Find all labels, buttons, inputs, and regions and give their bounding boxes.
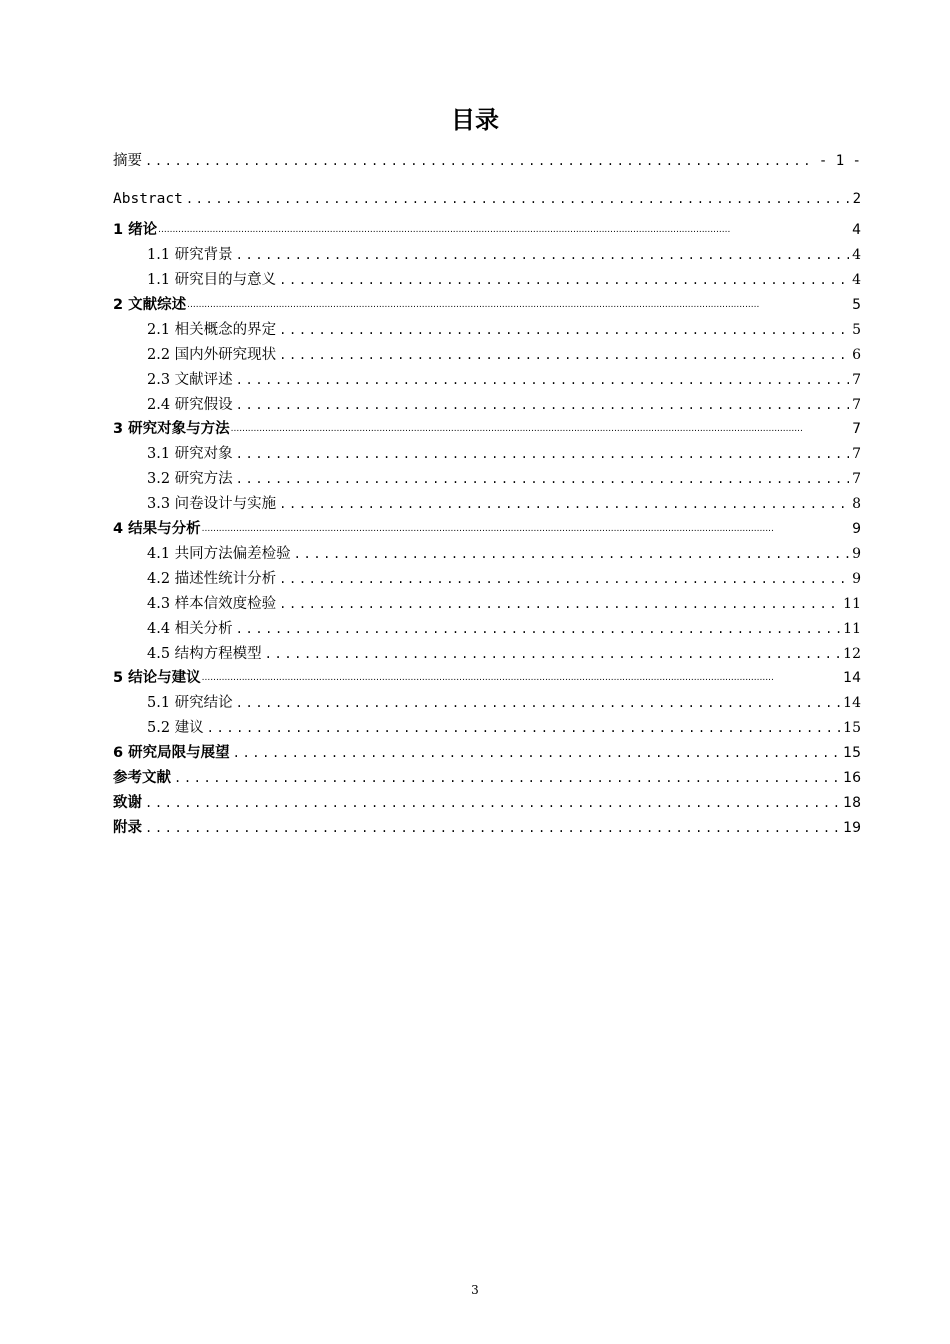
toc-entry-page: 15	[843, 720, 861, 736]
toc-entry-references[interactable]	[113, 765, 861, 787]
leader-dots	[294, 545, 849, 563]
leader-dots	[236, 694, 841, 712]
toc-entry-page: 9	[852, 546, 861, 562]
leader-dots	[174, 769, 840, 787]
toc-entry-page: 9	[852, 571, 861, 587]
toc-entry-chapter-5[interactable]	[113, 665, 861, 687]
leader-dots	[279, 346, 849, 364]
leader-dots	[279, 570, 849, 588]
leader-dots	[207, 719, 841, 737]
toc-entry-label: 3.1 研究对象	[147, 446, 233, 462]
toc-entry-label: 3.2 研究方法	[147, 471, 233, 487]
toc-entry-page: 5	[852, 322, 861, 338]
leader-dots	[145, 819, 840, 837]
leader-dots	[236, 445, 849, 463]
toc-entry-label: 致谢	[113, 795, 142, 811]
leader-dots	[236, 620, 841, 638]
toc-entry-label: 2.4 研究假设	[147, 397, 233, 413]
toc-entry-page: 7	[852, 372, 861, 388]
leader-dots	[145, 152, 816, 170]
leader-dots	[236, 246, 849, 264]
toc-entry-label: 1.1 研究目的与意义	[147, 272, 277, 288]
leader-dots	[202, 669, 843, 687]
leader-dots	[279, 271, 849, 289]
toc-entry-page: 7	[852, 421, 861, 437]
toc-entry-label: 2.3 文献评述	[147, 372, 233, 388]
toc-entry-label: 4.3 样本信效度检验	[147, 596, 277, 612]
toc-entry-page: 7	[852, 397, 861, 413]
toc-title: 目录	[451, 106, 499, 134]
toc-entry-acknowledgements[interactable]	[113, 790, 861, 812]
toc-entry-label: 4.1 共同方法偏差检验	[147, 546, 291, 562]
toc-entry-section-4-1[interactable]	[147, 541, 861, 563]
toc-entry-chapter-6[interactable]	[113, 740, 861, 762]
toc-entry-section-1-1b[interactable]	[147, 267, 861, 289]
toc-entry-label: 5 结论与建议	[113, 670, 201, 686]
toc-entry-section-4-2[interactable]	[147, 566, 861, 588]
toc-entry-page: 4	[852, 272, 861, 288]
toc-entry-page: 2	[852, 191, 861, 207]
toc-entry-label: 1 绪论	[113, 222, 158, 238]
toc-entry-section-5-2[interactable]	[147, 715, 861, 737]
toc-entry-page: 11	[843, 596, 861, 612]
toc-entry-label: 1.1 研究背景	[147, 247, 233, 263]
toc-entry-section-4-3[interactable]	[147, 591, 861, 613]
leader-dots	[145, 794, 840, 812]
toc-entry-label: 4.5 结构方程模型	[147, 646, 262, 662]
toc-entry-page: 14	[843, 695, 861, 711]
toc-entry-page: 19	[843, 820, 861, 836]
leader-dots	[187, 296, 851, 314]
toc-entry-section-1-1[interactable]	[147, 242, 861, 264]
toc-entry-appendix[interactable]	[113, 815, 861, 837]
toc-entry-label: 2.2 国内外研究现状	[147, 347, 277, 363]
toc-entry-label: 2 文献综述	[113, 297, 187, 313]
leader-dots	[279, 495, 849, 513]
leader-dots	[202, 520, 851, 538]
leader-dots	[279, 595, 840, 613]
toc-entry-page: 14	[843, 670, 861, 686]
toc-entry-label: 参考文献	[113, 770, 171, 786]
leader-dots	[265, 645, 841, 663]
toc-entry-chapter-1[interactable]	[113, 217, 861, 239]
toc-entry-page: 18	[843, 795, 861, 811]
leader-dots	[236, 371, 849, 389]
toc-entry-page: 7	[852, 446, 861, 462]
leader-dots	[231, 420, 851, 438]
toc-entry-page: 9	[852, 521, 861, 537]
toc-entry-chapter-4[interactable]	[113, 516, 861, 538]
toc-entry-page: 4	[852, 222, 861, 238]
toc-entry-section-4-5[interactable]	[147, 641, 861, 663]
toc-entry-label: 5.2 建议	[147, 720, 204, 736]
toc-entry-label: 摘要	[113, 153, 142, 169]
toc-entry-label: 3.3 问卷设计与实施	[147, 496, 277, 512]
leader-dots	[279, 321, 849, 339]
leader-dots	[236, 396, 849, 414]
toc-entry-abstract-cn[interactable]	[113, 148, 861, 170]
toc-entry-page: 8	[852, 496, 861, 512]
page-number: 3	[471, 1283, 479, 1297]
toc-entry-page: 5	[852, 297, 861, 313]
leader-dots	[186, 190, 850, 208]
toc-entry-section-2-4[interactable]	[147, 392, 861, 414]
toc-entry-label: Abstract	[113, 191, 183, 207]
toc-entry-label: 6 研究局限与展望	[113, 745, 230, 761]
toc-entry-page: - 1 -	[818, 153, 861, 169]
toc-entry-page: 16	[843, 770, 861, 786]
toc-entry-section-3-1[interactable]	[147, 441, 861, 463]
toc-entry-section-5-1[interactable]	[147, 690, 861, 712]
toc-entry-section-4-4[interactable]	[147, 616, 861, 638]
toc-entry-page: 11	[843, 621, 861, 637]
toc-entry-abstract-en[interactable]	[113, 186, 861, 208]
toc-entry-chapter-2[interactable]	[113, 292, 861, 314]
toc-entry-label: 4.2 描述性统计分析	[147, 571, 277, 587]
toc-entry-chapter-3[interactable]	[113, 416, 861, 438]
toc-entry-label: 5.1 研究结论	[147, 695, 233, 711]
leader-dots	[236, 470, 849, 488]
toc-entry-section-2-1[interactable]	[147, 317, 861, 339]
toc-entry-page: 15	[843, 745, 861, 761]
leader-dots	[233, 744, 841, 762]
toc-entry-label: 4.4 相关分析	[147, 621, 233, 637]
toc-entry-label: 3 研究对象与方法	[113, 421, 230, 437]
toc-entry-label: 2.1 相关概念的界定	[147, 322, 277, 338]
toc-entry-section-2-2[interactable]	[147, 342, 861, 364]
toc-entry-section-2-3[interactable]	[147, 367, 861, 389]
toc-entry-section-3-2[interactable]	[147, 466, 861, 488]
toc-entry-label: 附录	[113, 820, 142, 836]
toc-entry-page: 7	[852, 471, 861, 487]
toc-entry-label: 4 结果与分析	[113, 521, 201, 537]
toc-entry-section-3-3[interactable]	[147, 491, 861, 513]
toc-entry-page: 4	[852, 247, 861, 263]
toc-entry-page: 6	[852, 347, 861, 363]
toc-entry-page: 12	[843, 646, 861, 662]
leader-dots	[158, 221, 851, 239]
